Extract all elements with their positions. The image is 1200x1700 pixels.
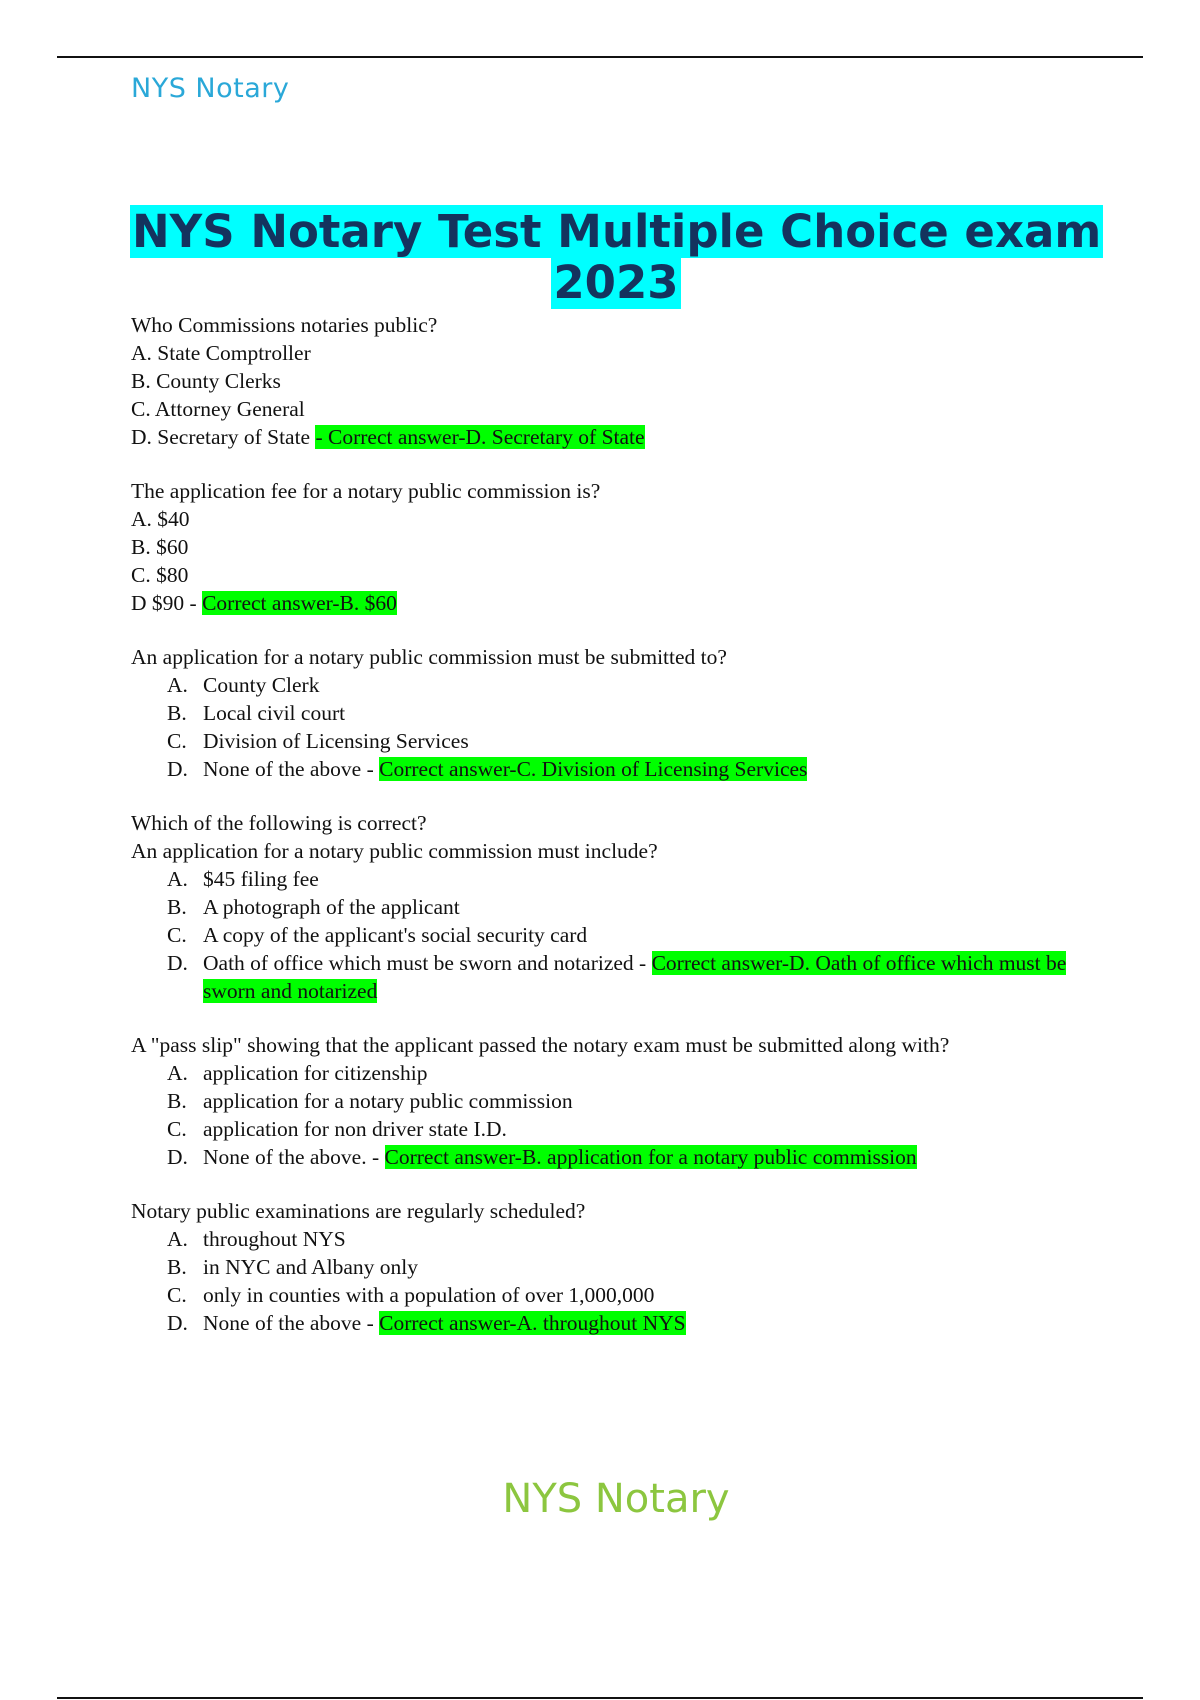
option-item [131,395,1101,423]
question-text: Notary public examinations are regularly scheduled? [131,1199,586,1223]
option-text: Division of Licensing Services [203,729,469,753]
option-item [131,1087,1101,1115]
option-letter: A. [167,1061,188,1085]
option-item [131,533,1101,561]
correct-answer-highlight: Correct answer-A. throughout NYS [379,1311,686,1335]
option-text: A photograph of the applicant [203,895,460,919]
footer-rule [57,1697,1143,1699]
option-letter: B. [167,701,187,725]
question-block [131,1031,1101,1171]
options-list [131,1059,1101,1171]
question-block [131,311,1101,451]
option-text: None of the above - [203,1311,374,1335]
option-text: $45 filing fee [203,867,319,891]
header-rule [57,56,1143,58]
option-letter: A. [167,1227,188,1251]
option-item [131,367,1101,395]
options-list [131,1225,1101,1337]
option-item [131,1309,1101,1337]
correct-answer-highlight: Correct answer-D. Oath of office which must be sworn and notarized [203,951,1067,1003]
correct-answer-highlight: Correct answer-C. Division of Licensing Services [379,757,808,781]
correct-answer-highlight: - Correct answer-D. Secretary of State [315,425,645,449]
option-text: County Clerk [203,673,320,697]
option-text: A. $40 [131,507,190,531]
question-block [131,809,1101,1005]
option-text: Local civil court [203,701,346,725]
option-text: throughout NYS [203,1227,346,1251]
option-letter: B. [167,895,187,919]
option-item [131,1115,1101,1143]
option-item [131,1281,1101,1309]
option-text: D $90 - [131,591,197,615]
option-text: only in counties with a population of over 1,000,000 [203,1283,655,1307]
option-letter: D. [167,757,188,781]
option-item [131,671,1101,699]
option-text: Oath of office which must be sworn and notarized - [203,951,647,975]
option-text: in NYC and Albany only [203,1255,418,1279]
option-item [131,699,1101,727]
question-text: A "pass slip" showing that the applicant passed the notary exam must be submitted along with? [131,1033,950,1057]
option-item [131,1253,1101,1281]
option-letter: C. [167,923,187,947]
option-letter: A. [167,673,188,697]
option-item [131,589,1101,617]
option-item [131,949,1101,1005]
option-item [131,921,1101,949]
option-item [131,1143,1101,1171]
option-item [131,727,1101,755]
question-block [131,643,1101,783]
option-item [131,423,1101,451]
option-letter: B. [167,1089,187,1113]
option-text: C. $80 [131,563,189,587]
question-list [131,311,1101,1363]
option-text: application for a notary public commission [203,1089,573,1113]
page-header: NYS Notary [131,73,290,104]
option-letter: B. [167,1255,187,1279]
option-letter: D. [167,1311,188,1335]
option-item [131,865,1101,893]
question-text: An application for a notary public commission must include? [131,839,658,863]
option-text: None of the above. - [203,1145,380,1169]
question-text: An application for a notary public commission must be submitted to? [131,645,727,669]
title-text: NYS Notary Test Multiple Choice exam 2023 [132,205,1102,310]
correct-answer-highlight: Correct answer-B. $60 [202,591,397,615]
option-letter: C. [167,1117,187,1141]
correct-answer-highlight: Correct answer-B. application for a notary public commission [384,1145,917,1169]
option-item [131,1225,1101,1253]
options-list [131,671,1101,783]
option-text: None of the above - [203,757,374,781]
option-letter: D. [167,951,188,975]
option-text: application for citizenship [203,1061,428,1085]
option-text: C. Attorney General [131,397,305,421]
option-item [131,1059,1101,1087]
option-text: B. County Clerks [131,369,281,393]
question-block [131,1197,1101,1337]
page-title [130,206,1102,308]
option-text: A copy of the applicant's social security card [203,923,588,947]
options-list [131,865,1101,1005]
option-text: D. Secretary of State [131,425,311,449]
question-block [131,477,1101,617]
option-item [131,893,1101,921]
option-item [131,339,1101,367]
option-letter: A. [167,867,188,891]
option-text: application for non driver state I.D. [203,1117,507,1141]
option-item [131,505,1101,533]
option-letter: C. [167,729,187,753]
option-text: B. $60 [131,535,189,559]
option-item [131,755,1101,783]
page-footer: NYS Notary [502,1476,730,1522]
option-item [131,561,1101,589]
question-text: Who Commissions notaries public? [131,313,438,337]
question-text: Which of the following is correct? [131,811,427,835]
option-text: A. State Comptroller [131,341,311,365]
option-letter: C. [167,1283,187,1307]
question-text: The application fee for a notary public commission is? [131,479,601,503]
option-letter: D. [167,1145,188,1169]
